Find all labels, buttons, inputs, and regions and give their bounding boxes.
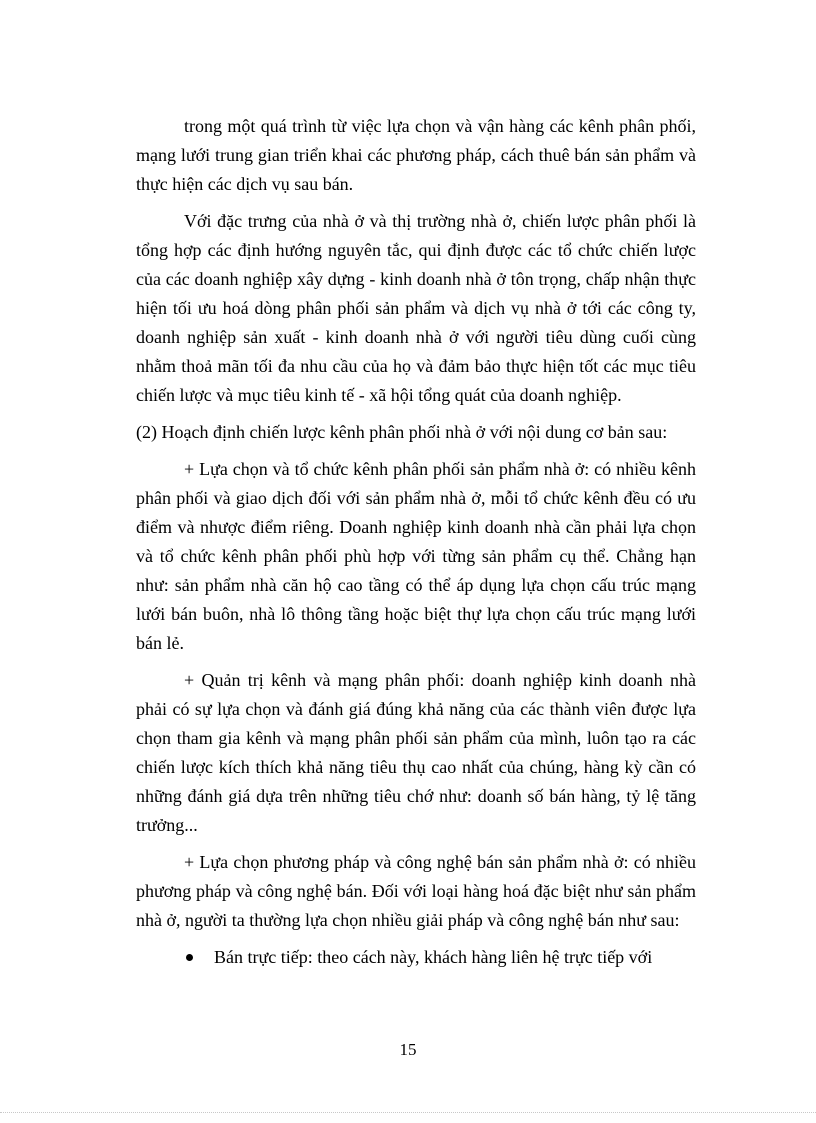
page-number: 15 xyxy=(399,1040,417,1059)
paragraph-sales-methods: + Lựa chọn phương pháp và công nghệ bán sản phẩm nhà ở: có nhiều phương pháp và công nghệ bán. Đối với loại hàng hoá đặc biệt như sản phẩm nhà ở, người ta thường lựa chọn nhiều giải pháp và công nghệ bán như sau: xyxy=(136,852,696,930)
document-body xyxy=(136,112,696,972)
bullet-icon xyxy=(186,954,193,961)
list-item-direct-sale xyxy=(136,943,696,972)
paragraph-distribution-process: trong một quá trình từ việc lựa chọn và vận hàng các kênh phân phối, mạng lưới trung gian triển khai các phương pháp, cách thuê bán sản phẩm và thực hiện các dịch vụ sau bán. xyxy=(136,116,696,194)
list-item-text: Bán trực tiếp: theo cách này, khách hàng liên hệ trực tiếp với xyxy=(214,947,653,967)
paragraph-planning-heading: (2) Hoạch định chiến lược kênh phân phối nhà ở với nội dung cơ bản sau: xyxy=(136,422,668,442)
page-bottom-divider xyxy=(0,1112,816,1113)
paragraph-channel-management: + Quản trị kênh và mạng phân phối: doanh nghiệp kinh doanh nhà phải có sự lựa chọn và đánh giá đúng khả năng của các thành viên được lựa chọn tham gia kênh và mạng phân phối sản phẩm của mình, luôn tạo ra các chiến lược kích thích khả năng tiêu thụ cao nhất của chúng, hàng kỳ cần có những đánh giá dựa trên những tiêu chớ như: doanh số bán hàng, tỷ lệ tăng trưởng... xyxy=(136,670,696,835)
paragraph-distribution-strategy: Với đặc trưng của nhà ở và thị trường nhà ở, chiến lược phân phối là tổng hợp các định hướng nguyên tắc, qui định được các tổ chức chiến lược của các doanh nghiệp xây dựng - kinh doanh nhà ở tôn trọng, chấp nhận thực hiện tối ưu hoá dòng phân phối sản phẩm và dịch vụ nhà ở tới các công ty, doanh nghiệp sản xuất - kinh doanh nhà ở với người tiêu dùng cuối cùng nhằm thoả mãn tối đa nhu cầu của họ và đảm bảo thực hiện tốt các mục tiêu chiến lược và mục tiêu kinh tế - xã hội tổng quát của doanh nghiệp. xyxy=(136,211,696,405)
paragraph-channel-selection: + Lựa chọn và tổ chức kênh phân phối sản phẩm nhà ở: có nhiều kênh phân phối và giao dịch đối với sản phẩm nhà ở, mỗi tổ chức kênh đều có ưu điểm và nhược điểm riêng. Doanh nghiệp kinh doanh nhà cần phải lựa chọn và tổ chức kênh phân phối phù hợp với từng sản phẩm cụ thể. Chẳng hạn như: sản phẩm nhà căn hộ cao tầng có thể áp dụng lựa chọn cấu trúc mạng lưới bán buôn, nhà lô thông tầng hoặc biệt thự lựa chọn cấu trúc mạng lưới bán lẻ. xyxy=(136,459,696,653)
